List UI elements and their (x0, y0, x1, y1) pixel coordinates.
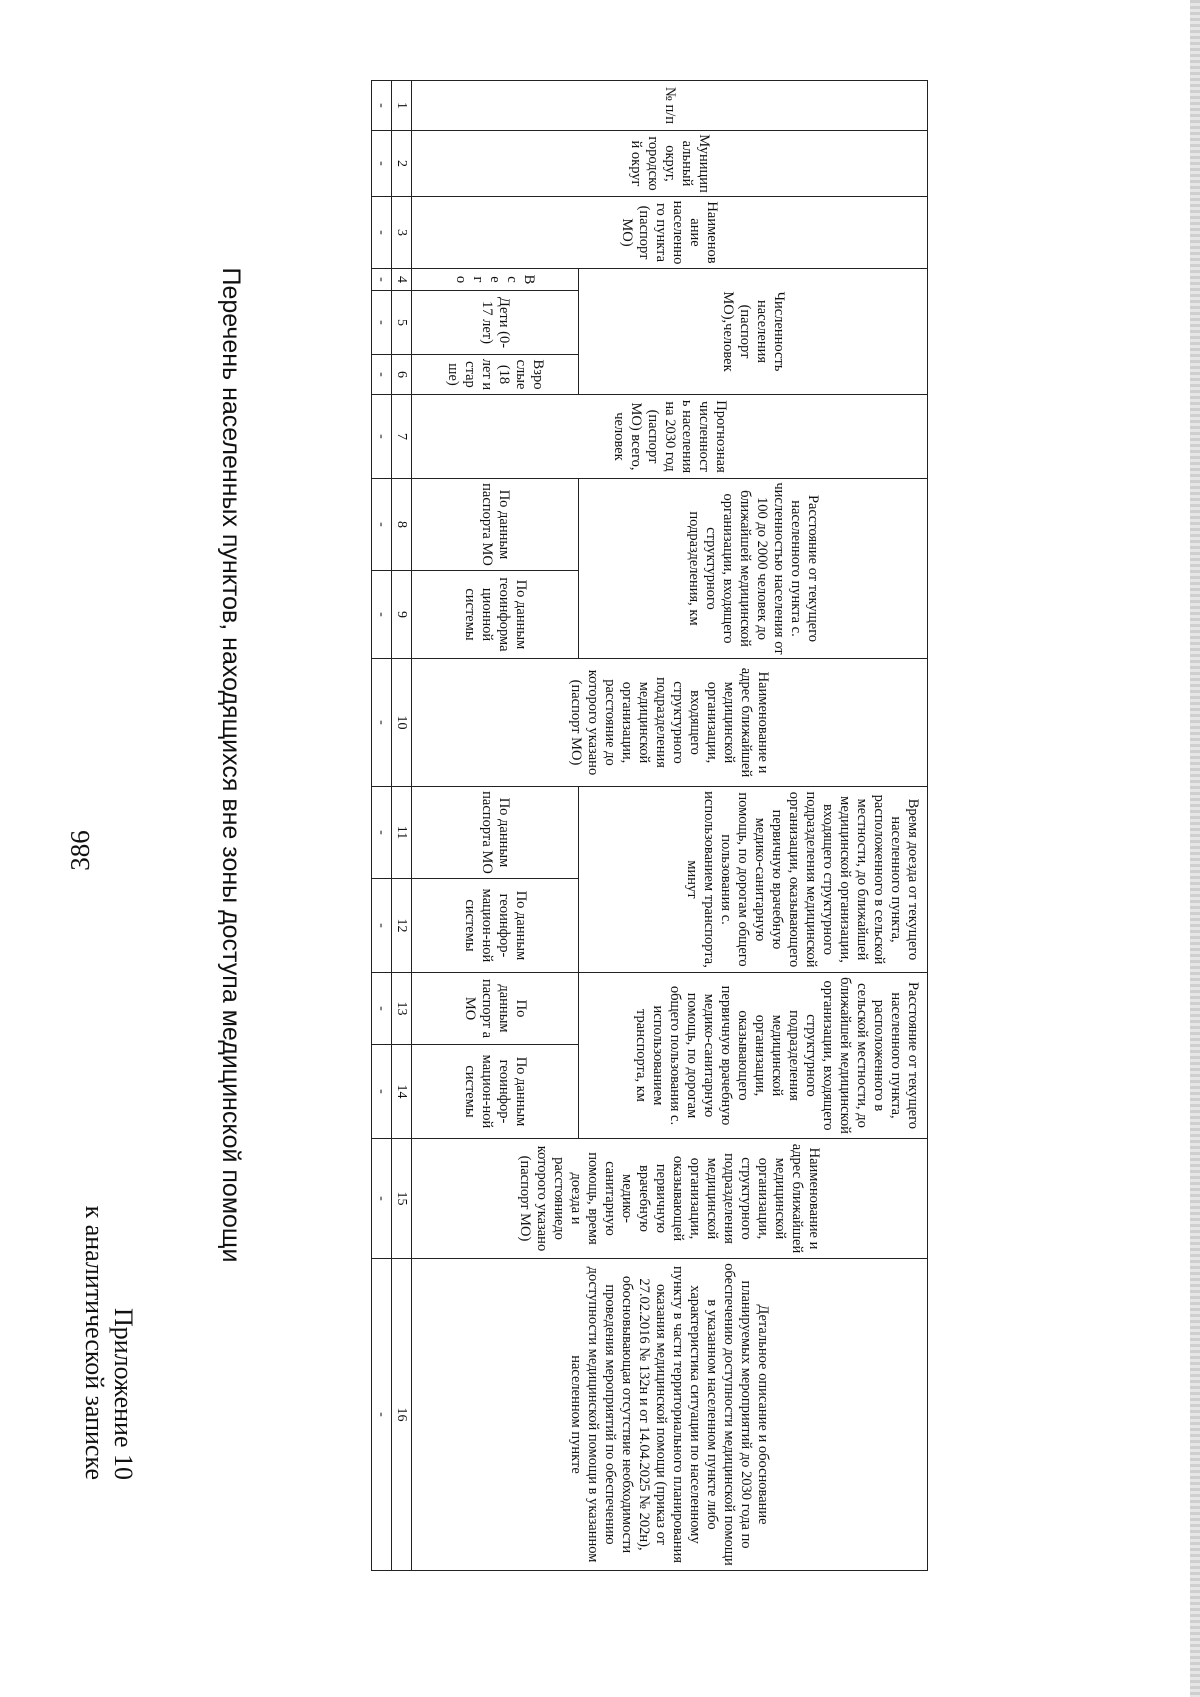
table-cell: - (372, 1045, 392, 1139)
header-distance-primary-group: Расстояние от текущего населенного пункта, расположенного в сельской местности, до ближайшей медицинской организации, входящего структурного подразделения медицинской организации, оказывающего первичную врачебную медико-санитарную помощь, по дорогам общего пользования с. использованием транспорта, км (579, 973, 928, 1139)
table-cell: - (372, 269, 392, 291)
column-number: 1 (392, 81, 412, 131)
header-dist2-passport: По данным паспорт а МО (412, 973, 579, 1045)
table-cell: - (372, 1139, 392, 1259)
header-dist-passport: По данным паспорта МО (412, 479, 579, 571)
header-row-1 (579, 81, 928, 1571)
table-cell: - (372, 659, 392, 787)
header-settlement-name: Наименование населенного пункта (паспорт МО) (412, 197, 928, 269)
table-cell: - (372, 131, 392, 197)
header-dist2-geo: По данным геоинфор-мацион-ной системы (412, 1045, 579, 1139)
column-number: 14 (392, 1045, 412, 1139)
header-dist-geo: По данным геоинформационной системы (412, 571, 579, 659)
column-number: 4 (392, 269, 412, 291)
header-municipality: Муниципальный округ, городской округ (412, 131, 928, 197)
column-number: 13 (392, 973, 412, 1045)
table-cell: - (372, 571, 392, 659)
settlements-table (371, 80, 928, 1571)
table-cell: - (372, 81, 392, 131)
column-number: 7 (392, 395, 412, 479)
table-cell: - (372, 197, 392, 269)
table-cell: - (372, 355, 392, 395)
column-numbers-row (392, 81, 412, 1571)
table-cell: - (372, 479, 392, 571)
column-number: 16 (392, 1259, 412, 1571)
column-number: 15 (392, 1139, 412, 1259)
table-cell: - (372, 879, 392, 973)
column-number: 10 (392, 659, 412, 787)
header-population: Численность населения (паспорт МО),человек (579, 269, 928, 395)
header-forecast-population: Прогнозная численность населения на 2030 год (паспорт МО) всего, человек (412, 395, 928, 479)
appendix-line-1: Приложение 10 (109, 1307, 138, 1480)
appendix-label (80, 1080, 138, 1480)
table-cell: - (372, 1259, 392, 1571)
header-nearest-primary-organization: Наименование и адрес ближайшей медицинской организации, структурного подразделения медицинской организации, оказывающей первичную врачебную медико-санитарную помощь, время доезда и расстояниедо которого указано (паспорт МО) (412, 1139, 928, 1259)
column-number: 12 (392, 879, 412, 973)
document-title: Перечень населенных пунктов, находящихся вне зоны доступа медицинской помощи (217, 267, 245, 1263)
table-row (372, 81, 392, 1571)
header-nearest-organization: Наименование и адрес ближайшей медицинской организации, входящего структурного подразделения медицинской организации, расстояние до которого указано (паспорт МО) (412, 659, 928, 787)
column-number: 9 (392, 571, 412, 659)
table-cell: - (372, 395, 392, 479)
table-cell: - (372, 291, 392, 355)
header-time-passport: По данным паспорта МО (412, 787, 579, 879)
header-pop-adults: Взрослые (18 лет и старше) (412, 355, 579, 395)
column-number: 5 (392, 291, 412, 355)
header-description: Детальное описание и обоснование планируемых мероприятий до 2030 года по обеспечению доступности медицинской помощи в указанном населенном пункте либо характеристика ситуации по населенному пункту в части территориального планирования оказания медицинской помощи (приказ от 27.02.2016 № 132н и от 14.04.2025 № 202н), обосновывающая отсутствие необходимости проведения мероприятий по обеспечению доступности медицинской помощи в указанном населенном пункте (412, 1259, 928, 1571)
table-cell: - (372, 973, 392, 1045)
header-number: № п/п (412, 81, 928, 131)
header-travel-time-group: Время доезда от текущего населенного пункта, расположенного в сельской местности, до ближайшей медицинской организации, входящего структурного подразделения медицинской организации, оказывающего первичную врачебную медико-санитарную помощь, по дорогам общего пользования с. использованием транспорта, минут (579, 787, 928, 973)
column-number: 3 (392, 197, 412, 269)
column-number: 11 (392, 787, 412, 879)
header-pop-total: Всего (412, 269, 579, 291)
table-cell: - (372, 787, 392, 879)
appendix-line-2: к аналитической записке (80, 1205, 109, 1480)
column-number: 8 (392, 479, 412, 571)
header-distance-group: Расстояние от текущего населенного пункта с. численностью населения от 100 до 2000 человек до ближайшей медицинской организации, входящего структурного подразделения, км (579, 479, 928, 659)
column-number: 2 (392, 131, 412, 197)
header-pop-children: Дети (0-17 лет) (412, 291, 579, 355)
column-number: 6 (392, 355, 412, 395)
page-number: 386 (64, 830, 95, 871)
header-time-geo: По данным геоинфор-мацион-ной системы (412, 879, 579, 973)
